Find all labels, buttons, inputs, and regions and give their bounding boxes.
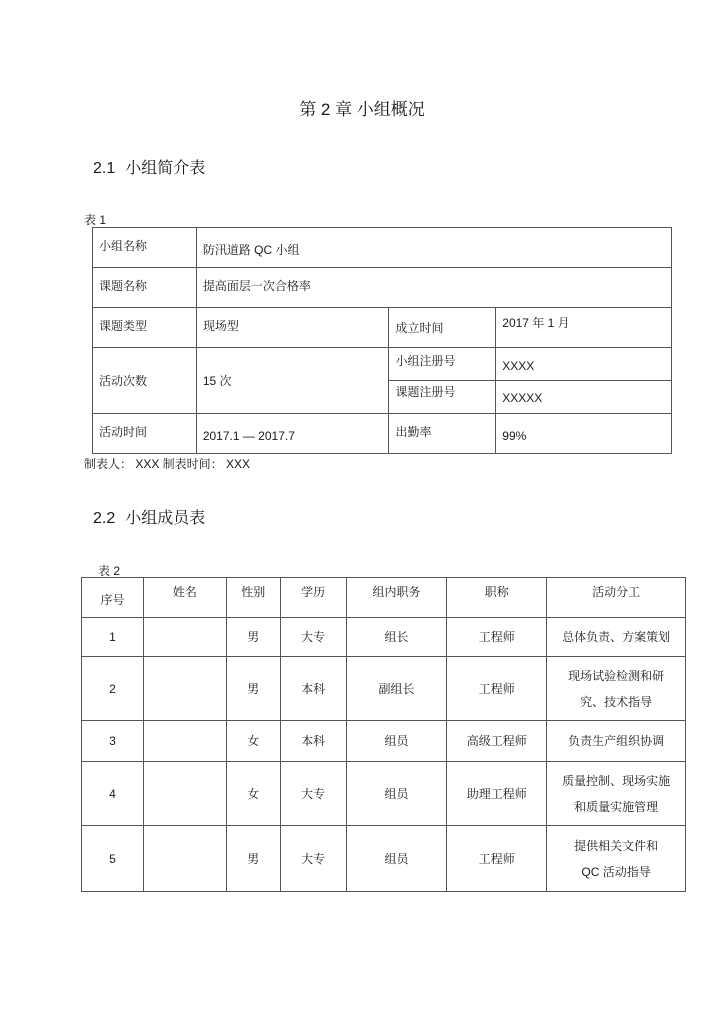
section-number: 2.2 <box>93 510 116 527</box>
activity-count-value: 15 次 <box>196 348 389 414</box>
duty-line: 提供相关文件和 <box>574 838 659 853</box>
table-row <box>82 618 686 657</box>
member-role: 组员 <box>346 762 447 826</box>
group-name-label: 小组名称 <box>93 228 197 268</box>
attendance-value: 99% <box>496 414 672 454</box>
member-name <box>143 762 226 826</box>
member-education: 大专 <box>280 762 346 826</box>
header-no: 序号 <box>82 578 144 618</box>
duty-line: 总体负责、方案策划 <box>562 630 671 644</box>
table2-caption: 表 2 <box>98 564 121 578</box>
member-duty <box>547 826 686 892</box>
member-title: 高级工程师 <box>447 721 547 762</box>
header-role: 组内职务 <box>346 578 447 618</box>
member-no: 3 <box>82 721 144 762</box>
member-no: 1 <box>82 618 144 657</box>
topic-type-label: 课题类型 <box>93 308 197 348</box>
table1-footer: 制表人： XXX 制表时间： XXX <box>84 457 251 471</box>
table-row <box>82 762 686 826</box>
member-table <box>81 577 686 892</box>
member-duty <box>547 618 686 657</box>
topic-name-label: 课题名称 <box>93 268 197 308</box>
header-gender: 性别 <box>226 578 280 618</box>
member-gender: 男 <box>226 826 280 892</box>
member-education: 大专 <box>280 618 346 657</box>
topic-reg-label: 课题注册号 <box>389 381 496 414</box>
table-row <box>82 826 686 892</box>
attendance-label: 出勤率 <box>389 414 496 454</box>
group-profile-table <box>92 227 672 454</box>
header-name: 姓名 <box>143 578 226 618</box>
section-heading-2-2 <box>93 505 205 528</box>
group-reg-value: XXXX <box>496 348 672 381</box>
duty-line: 负责生产组织协调 <box>568 734 665 748</box>
founded-value: 2017 年 1 月 <box>496 308 672 348</box>
member-education: 大专 <box>280 826 346 892</box>
member-title: 工程师 <box>447 657 547 721</box>
table-row <box>82 721 686 762</box>
member-role: 组员 <box>346 826 447 892</box>
section-number: 2.1 <box>93 160 116 177</box>
section-title: 小组简介表 <box>125 160 206 177</box>
topic-name-value: 提高面层一次合格率 <box>196 268 671 308</box>
chapter-title: 第 2 章 小组概况 <box>299 100 425 119</box>
member-name <box>143 721 226 762</box>
member-gender: 男 <box>226 657 280 721</box>
member-duty <box>547 721 686 762</box>
member-name <box>143 657 226 721</box>
activity-time-value: 2017.1 — 2017.7 <box>196 414 389 454</box>
member-role: 副组长 <box>346 657 447 721</box>
member-title: 助理工程师 <box>447 762 547 826</box>
duty-line: 质量控制、现场实施 <box>562 773 671 788</box>
header-duty: 活动分工 <box>547 578 686 618</box>
activity-count-label: 活动次数 <box>93 348 197 414</box>
table1-caption: 表 1 <box>84 213 107 227</box>
founded-label: 成立时间 <box>389 308 496 348</box>
header-education: 学历 <box>280 578 346 618</box>
member-gender: 女 <box>226 762 280 826</box>
header-title: 职称 <box>447 578 547 618</box>
duty-line: 和质量实施管理 <box>574 799 659 814</box>
duty-line: 究、技术指导 <box>580 694 653 709</box>
member-no: 5 <box>82 826 144 892</box>
topic-type-value: 现场型 <box>196 308 389 348</box>
member-duty <box>547 762 686 826</box>
member-title: 工程师 <box>447 826 547 892</box>
member-education: 本科 <box>280 721 346 762</box>
member-role: 组长 <box>346 618 447 657</box>
section-heading-2-1 <box>93 155 205 178</box>
duty-line: QC 活动指导 <box>581 864 651 879</box>
duty-line: 现场试验检测和研 <box>568 668 665 683</box>
member-name <box>143 826 226 892</box>
group-name-value: 防汛道路 QC 小组 <box>196 228 671 268</box>
member-gender: 男 <box>226 618 280 657</box>
section-title: 小组成员表 <box>125 510 206 527</box>
member-duty <box>547 657 686 721</box>
member-title: 工程师 <box>447 618 547 657</box>
member-gender: 女 <box>226 721 280 762</box>
table-row <box>82 657 686 721</box>
member-no: 2 <box>82 657 144 721</box>
member-no: 4 <box>82 762 144 826</box>
activity-time-label: 活动时间 <box>93 414 197 454</box>
member-education: 本科 <box>280 657 346 721</box>
topic-reg-value: XXXXX <box>496 381 672 414</box>
member-role: 组员 <box>346 721 447 762</box>
member-name <box>143 618 226 657</box>
group-reg-label: 小组注册号 <box>389 348 496 381</box>
